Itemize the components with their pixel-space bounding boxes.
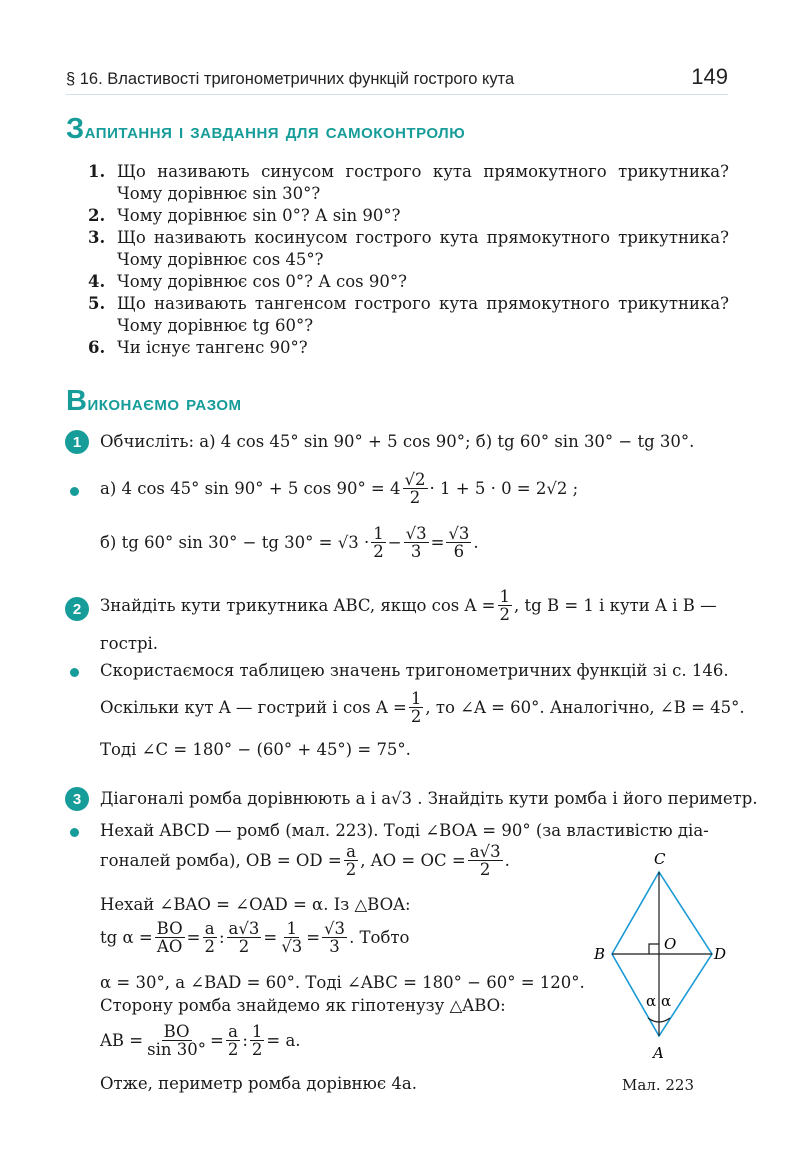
section-title-together: Виконаємо разом (66, 385, 242, 417)
label-d: D (714, 945, 727, 963)
solution-line: гоналей ромба), OB = OD = $\frac{a}{2}$ , AO = OC = $\frac{a√3}{2}$ . (100, 842, 510, 880)
question-text: Що називають тангенсом гострого кута прямокутного трикутника? Чому дорівнює tg 60°? (117, 294, 729, 335)
rhombus-figure (588, 848, 738, 1063)
right-angle-mark (649, 944, 659, 954)
solution-line: tg α = $\frac{BO}{AO}$ = $\frac{a}{2}$ : $\frac{a√3}{2}$ = $\frac{1}{√3}$ = $\frac{√3}{3}$ . Тобто (100, 919, 410, 957)
page-number: 149 (691, 64, 728, 89)
label-o: O (664, 935, 677, 953)
bullet-icon (70, 828, 79, 837)
header-title: § 16. Властивості тригонометричних функцій гострого кута (66, 70, 515, 88)
example-task: Знайдіть кути трикутника ABC, якщо cos A = $\frac{1}{2}$ , tg B = 1 і кути A і B — (100, 587, 717, 625)
bullet-icon (70, 668, 79, 677)
bullet-icon (70, 487, 79, 496)
solution-line: Нехай ∠BAO = ∠OAD = α. Із △BOA: (100, 895, 411, 914)
question-number: 4. (88, 272, 106, 291)
running-header (66, 66, 728, 95)
label-b: B (594, 945, 606, 963)
example-badge: 2 (65, 597, 89, 621)
question-number: 2. (88, 206, 106, 225)
solution-line: Оскільки кут A — гострий і cos A = $\frac{1}{2}$ , то ∠A = 60°. Аналогічно, ∠B = 45°. (100, 689, 745, 727)
label-c: C (654, 850, 666, 868)
example-task: Обчисліть: а) 4 cos 45° sin 90° + 5 cos 90°; б) tg 60° sin 30° − tg 30°. (100, 432, 695, 451)
label-alpha-left: α (646, 992, 657, 1010)
question-text: Що називають косинусом гострого кута прямокутного трикутника? Чому дорівнює cos 45°? (117, 228, 729, 269)
question-number: 6. (88, 338, 106, 357)
solution-line: Тоді ∠C = 180° − (60° + 45°) = 75°. (100, 740, 411, 759)
solution-line: Отже, периметр ромба дорівнює 4a. (100, 1074, 417, 1093)
question-number: 1. (88, 162, 106, 181)
example-badge: 3 (65, 787, 89, 811)
question-text: Чому дорівнює sin 0°? А sin 90°? (117, 206, 401, 225)
section-title-self-check: Запитання і завдання для самоконтролю (66, 113, 466, 145)
question-text: Що називають синусом гострого кута прямокутного трикутника? Чому дорівнює sin 30°? (117, 162, 729, 203)
solution-line: Сторону ромба знайдемо як гіпотенузу △ABO: (100, 996, 506, 1015)
question-text: Чи існує тангенс 90°? (117, 338, 308, 357)
example-badge: 1 (65, 430, 89, 454)
figure-caption: Мал. 223 (622, 1076, 694, 1094)
solution-line: б) tg 60° sin 30° − tg 30° = √3 · $\frac{1}{2}$ − $\frac{√3}{3}$ = $\frac{√3}{6}$ . (100, 524, 479, 562)
label-a: A (653, 1044, 664, 1062)
example-task: Діагоналі ромба дорівнюють a і a√3 . Знайдіть кути ромба і його периметр. (100, 789, 758, 808)
question-number: 5. (88, 294, 106, 313)
solution-line: AB = $\frac{BO}{\sin 30^\circ}$ = $\frac{a}{2}$ : $\frac{1}{2}$ = a. (100, 1022, 301, 1060)
solution-line: а) 4 cos 45° sin 90° + 5 cos 90° = 4 $\frac{√2}{2}$ · 1 + 5 · 0 = 2√2 ; (100, 470, 579, 508)
solution-line: α = 30°, а ∠BAD = 60°. Тоді ∠ABC = 180° − 60° = 120°. (100, 973, 585, 992)
solution-line: Нехай ABCD — ромб (мал. 223). Тоді ∠BOA = 90° (за властивістю діа- (100, 821, 709, 840)
example-task-cont: гострі. (100, 634, 159, 653)
label-alpha-right: α (661, 992, 672, 1010)
solution-line: Скористаємося таблицею значень тригонометричних функцій зі с. 146. (100, 661, 729, 680)
question-text: Чому дорівнює cos 0°? А cos 90°? (117, 272, 407, 291)
question-number: 3. (88, 228, 106, 247)
